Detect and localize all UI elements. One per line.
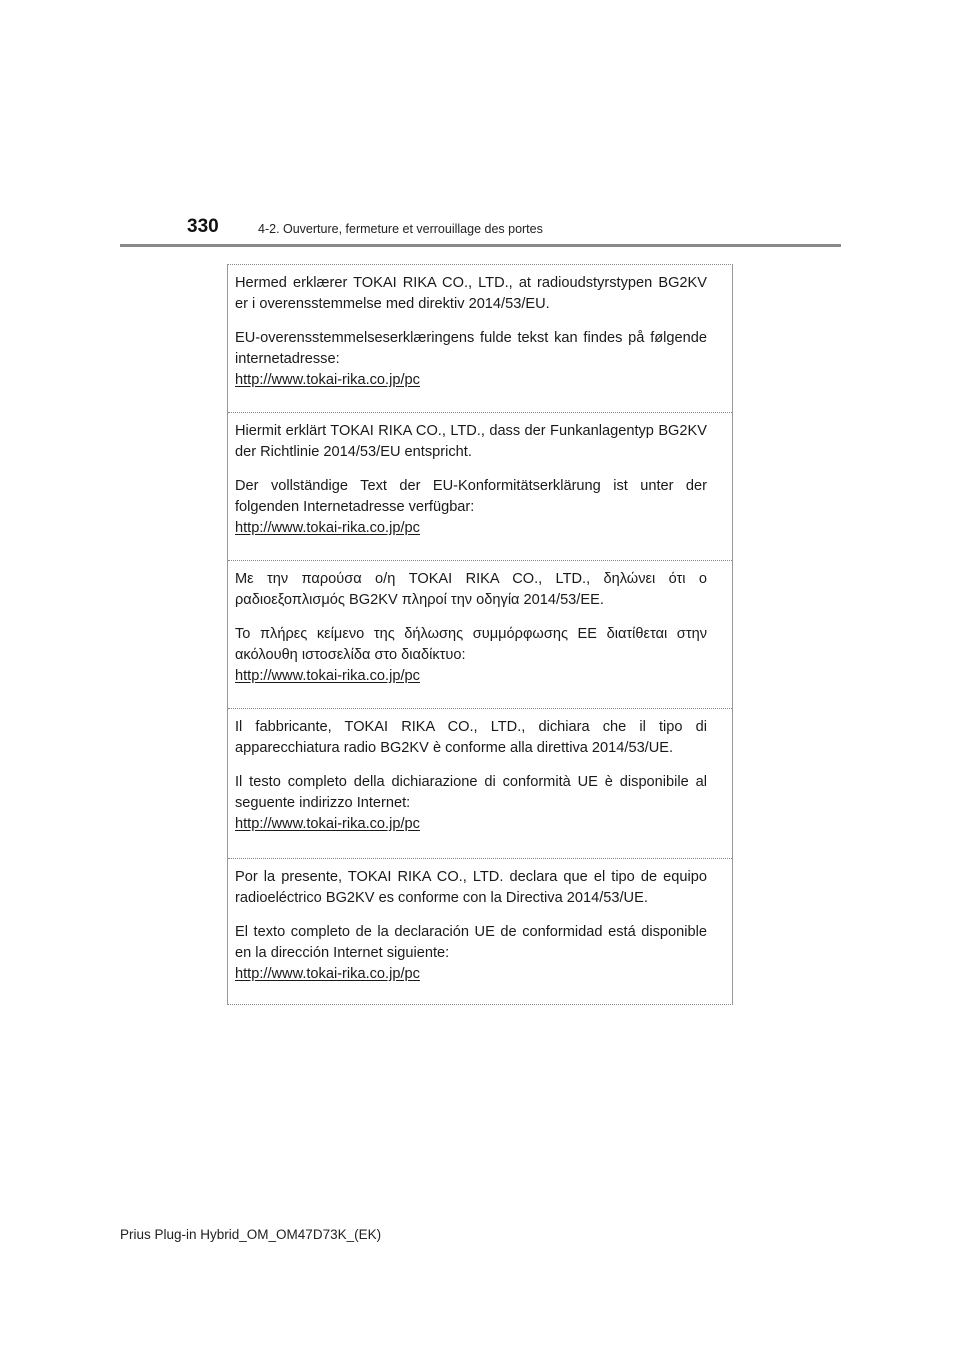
header-divider — [120, 244, 841, 247]
declarations-box — [227, 264, 733, 1005]
declaration-availability: Il testo completo della dichiarazione di conformità UE è disponibile al seguente indirizzo Internet: — [235, 774, 707, 811]
declaration-availability: Der vollständige Text der EU-Konformitätserklärung ist unter der folgenden Internetadresse verfügbar: — [235, 478, 707, 515]
declaration-statement: Με την παρούσα ο/η TOKAI RIKA CO., LTD., δηλώνει ότι ο ραδιοεξοπλισμός BG2KV πληροί την οδηγία 2014/53/ΕΕ. — [235, 571, 707, 608]
declaration-url-link[interactable]: http://www.tokai-rika.co.jp/pc — [235, 668, 420, 684]
declaration-url-link[interactable]: http://www.tokai-rika.co.jp/pc — [235, 372, 420, 388]
page-number: 330 — [187, 216, 219, 237]
declaration-url-link[interactable]: http://www.tokai-rika.co.jp/pc — [235, 966, 420, 982]
declaration-url-link[interactable]: http://www.tokai-rika.co.jp/pc — [235, 816, 420, 832]
declaration-greek — [228, 561, 732, 709]
declaration-statement: Hermed erklærer TOKAI RIKA CO., LTD., at radioudstyrstypen BG2KV er i overensstemmelse med direktiv 2014/53/EU. — [235, 275, 707, 312]
declaration-danish — [228, 265, 732, 413]
declaration-statement: Hiermit erklärt TOKAI RIKA CO., LTD., dass der Funkanlagentyp BG2KV der Richtlinie 2014/53/EU entspricht. — [235, 423, 707, 460]
declaration-german — [228, 413, 732, 561]
declaration-spanish — [228, 859, 732, 1004]
section-title: 4-2. Ouverture, fermeture et verrouillage des portes — [258, 222, 543, 236]
footer-document-id: Prius Plug-in Hybrid_OM_OM47D73K_(EK) — [120, 1227, 382, 1242]
declaration-italian — [228, 709, 732, 859]
declaration-availability: EU-overensstemmelseserklæringens fulde tekst kan findes på følgende internetadresse: — [235, 330, 707, 367]
declaration-statement: Il fabbricante, TOKAI RIKA CO., LTD., dichiara che il tipo di apparecchiatura radio BG2KV è conforme alla direttiva 2014/53/UE. — [235, 719, 707, 756]
declaration-statement: Por la presente, TOKAI RIKA CO., LTD. declara que el tipo de equipo radioeléctrico BG2KV es conforme con la Directiva 2014/53/UE. — [235, 869, 707, 906]
declaration-url-link[interactable]: http://www.tokai-rika.co.jp/pc — [235, 520, 420, 536]
declaration-availability: El texto completo de la declaración UE de conformidad está disponible en la dirección Internet siguiente: — [235, 924, 707, 961]
declaration-availability: Το πλήρες κείμενο της δήλωσης συμμόρφωσης ΕΕ διατίθεται στην ακόλουθη ιστοσελίδα στο διαδίκτυο: — [235, 626, 707, 663]
